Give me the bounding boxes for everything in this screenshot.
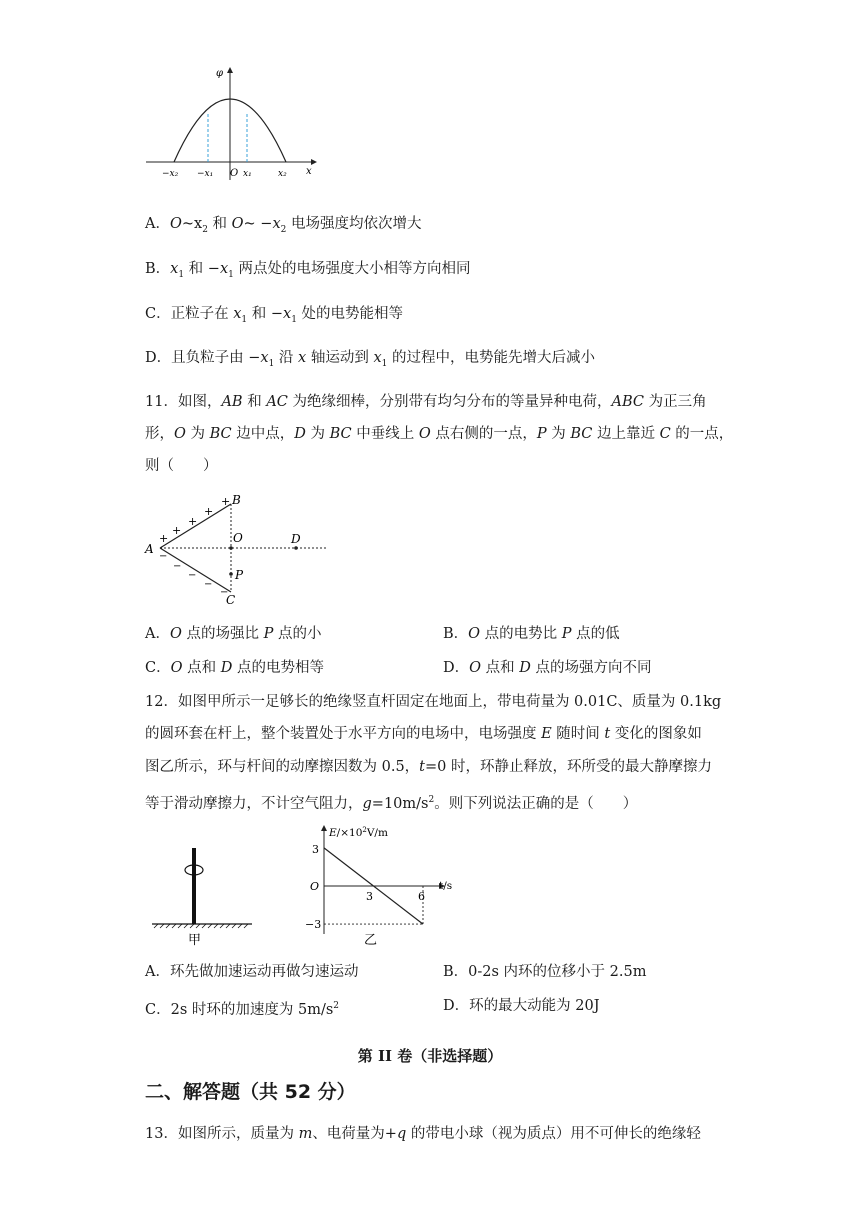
tick-origin: O (230, 168, 239, 179)
y-axis-label: φ (216, 68, 224, 79)
q10-option-a: A．$O\sim x_2$ 和 O~ $-x_2$ 电场强度均依次增大 (145, 216, 422, 235)
tick-x1: x₁ (243, 169, 252, 179)
chart-x-axis-label: t/s (439, 880, 453, 892)
section-title: 二、解答题（共 52 分） (145, 1081, 356, 1103)
label-a: A (145, 542, 154, 556)
tick-neg-x1: −x₁ (197, 169, 214, 179)
tick-y-neg3: −3 (305, 918, 322, 931)
point-d (294, 546, 298, 550)
tick-y-3: 3 (312, 843, 319, 856)
label-b: B (232, 493, 241, 507)
q12-option-c: C．2s 时环的加速度为 $5m/s^2$ (145, 1001, 340, 1018)
q12-stem-line2: 的圆环套在杆上，整个装置处于水平方向的电场中，电场强度 E 随时间 t 变化的图象如 (145, 726, 702, 742)
chart-y-axis-label: $E/\times 10^2V/m$ (329, 826, 388, 839)
q12-stem-line1: 12．如图甲所示一足够长的绝缘竖直杆固定在地面上，带电荷量为 0.01C、质量为 0.1kg (145, 694, 722, 710)
plus-charge-4: + (204, 505, 214, 518)
tick-origin-o: O (310, 880, 320, 893)
rod-ring-figure (148, 840, 258, 950)
q11-option-c: C．O 点和 D 点的电势相等 (145, 660, 324, 676)
q11-option-a: A．O 点的场强比 P 点的小 (145, 626, 322, 642)
tick-x-6: 6 (418, 890, 425, 903)
plus-charge-5: + (221, 495, 231, 508)
minus-charge-1: − (159, 551, 168, 562)
q11-stem-line2: 形，O 为 BC 边中点，D 为 BC 中垂线上 O 点右侧的一点，P 为 BC 边上靠近 C 的一点， (145, 426, 734, 442)
q11-stem-line1: 11．如图，AB 和 AC 为绝缘细棒，分别带有均匀分布的等量异种电荷，ABC 为正三角 (145, 394, 707, 410)
point-p (229, 572, 233, 576)
tick-x-3: 3 (366, 890, 373, 903)
q12-option-a: A．环先做加速运动再做匀速运动 (145, 964, 359, 980)
minus-charge-3: − (188, 570, 197, 581)
q12-option-b: B．0-2s 内环的位移小于 2.5m (443, 964, 647, 980)
q10-option-d: D．且负粒子由 $-x_1$ 沿 x 轴运动到 $x_1$ 的过程中，电势能先增大后减小 (145, 350, 595, 369)
label-c: C (226, 593, 236, 607)
plus-charge-2: + (172, 524, 182, 537)
q10-option-b: B．$x_1$ 和 $-x_1$ 两点处的电场强度大小相等方向相同 (145, 261, 471, 280)
plus-charge-3: + (188, 515, 198, 528)
minus-charge-5: − (220, 587, 229, 598)
plus-charge-1: + (159, 532, 169, 545)
minus-charge-4: − (204, 579, 213, 590)
phi-x-figure (140, 60, 330, 185)
label-d: D (291, 532, 301, 546)
q11-stem-line3: 则（ ） (145, 458, 218, 474)
point-o (229, 546, 233, 550)
q12-option-d: D．环的最大动能为 20J (443, 998, 600, 1014)
part-two-title: 第 II 卷（非选择题） (357, 1047, 503, 1065)
minus-charge-2: − (173, 561, 182, 572)
x-axis-label: x (306, 166, 312, 177)
tick-x2: x₂ (278, 169, 287, 179)
q12-stem-line4: 等于滑动摩擦力，不计空气阻力，$g=10m/s^2$。则下列说法正确的是（ ） (145, 795, 638, 812)
figure-yi-label: 乙 (364, 933, 378, 948)
label-p: P (235, 568, 244, 582)
q13-stem-line1: 13．如图所示，质量为 m、电荷量为+q 的带电小球（视为质点）用不可伸长的绝缘轻 (145, 1126, 701, 1142)
q11-option-d: D．O 点和 D 点的场强方向不同 (443, 660, 652, 676)
q12-stem-line3: 图乙所示，环与杆间的动摩擦因数为 0.5，t=0 时，环静止释放，环所受的最大静摩擦力 (145, 759, 712, 775)
tick-neg-x2: −x₂ (162, 169, 179, 179)
triangle-figure (140, 488, 340, 613)
figure-jia-label: 甲 (188, 933, 202, 948)
q10-option-c: C．正粒子在 $x_1$ 和 $-x_1$ 处的电势能相等 (145, 306, 404, 325)
e-t-chart (300, 822, 470, 950)
label-o: O (233, 531, 243, 545)
q11-option-b: B．O 点的电势比 P 点的低 (443, 626, 620, 642)
